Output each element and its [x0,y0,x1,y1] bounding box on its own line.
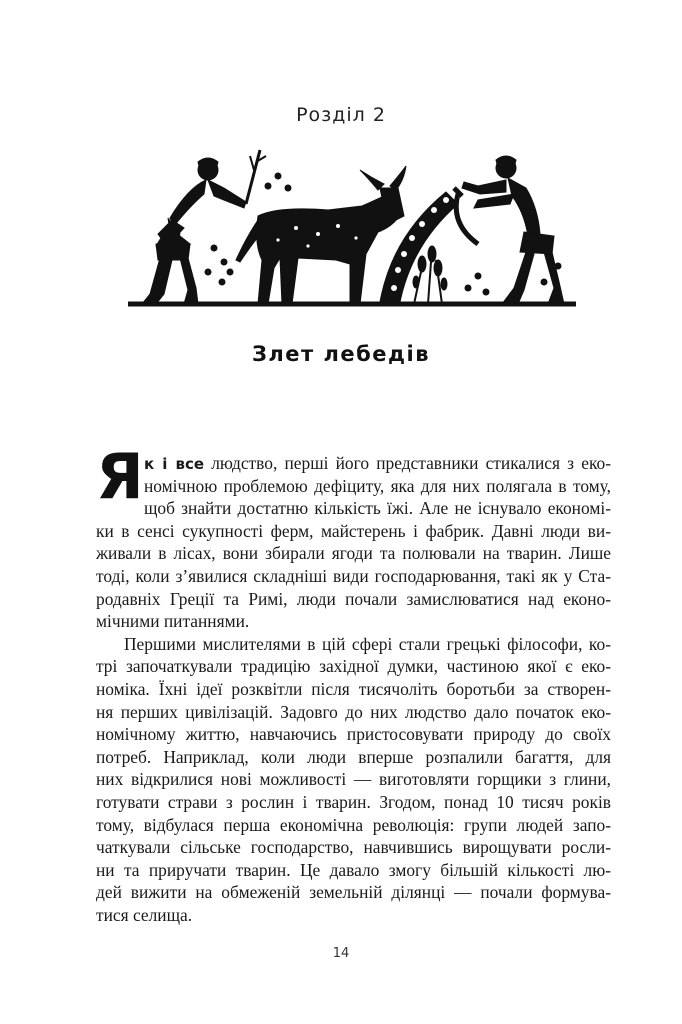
body-text [96,440,611,926]
paragraph-line: номічному життю, навчаючись пристосовувати природу до своїх [96,724,611,745]
chapter-label: Розділ 2 [296,104,386,126]
paragraph-line: щоб знайти достатню кількість їжі. Але не існувало економі- [144,498,611,519]
chapter-title: Злет лебедів [251,342,430,366]
paragraph-line: номіка. Їхні ідеї розквітли після тисячоліть боротьби за створен- [96,678,611,699]
lead-in: к і все людство, перші його представники стикалися з еко- [144,453,611,473]
paragraph-line: тоді, коли з’явилися складніші види господарювання, такі як у Ста- [96,565,611,586]
paragraph-line: родавніх Греції та Римі, люди почали замислюватися над еконо- [96,588,611,609]
paragraph-line: чаткували сільське господарство, навчившись вирощувати росли- [96,837,611,858]
paragraph-line: живали в лісах, вони збирали ягоди та полювали на тварин. Лише [96,543,611,564]
page-number: 14 [332,946,350,961]
paragraph-line: тися селища. [96,904,193,925]
drop-cap: Я [96,440,144,513]
paragraph-line: трі започаткували традицію західної думки, частиною якої є еко- [96,656,611,677]
paragraph-line: готувати страви з рослин і тварин. Згодом, понад 10 тисяч років [96,791,611,812]
paragraph-line: дей вижити на обмеженій земельній ділянці — почали формува- [96,882,611,903]
paragraph-line: тому, відбулася перша економічна революція: групи людей запо- [96,814,611,835]
paragraph-line: мічними питаннями. [96,611,250,632]
paragraph-line: них відкрилися нові можливості — виготовляти горщики з глини, [96,769,611,790]
paragraph-line: Першими мислителями в цій сфері стали грецькі філософи, ко- [124,633,611,654]
lead-bold-text: к і все [144,455,205,473]
paragraph-line: потреб. Наприклад, коли люди вперше розпалили багаття, для [96,746,611,767]
paragraph-line: номічною проблемою дефіциту, яка для них полягала в тому, [144,475,611,496]
paragraph-line: ки в сенсі сукупності ферм, майстерень і фабрик. Давні люди ви- [96,520,611,541]
paragraph-line: ни та приручати тварин. Це давало змогу більшій кількості лю- [96,859,611,880]
paragraph-line: ня перших цивілізацій. Задовго до них людство дало початок еко- [96,701,611,722]
ancient-farmers-illustration-icon [128,148,576,316]
